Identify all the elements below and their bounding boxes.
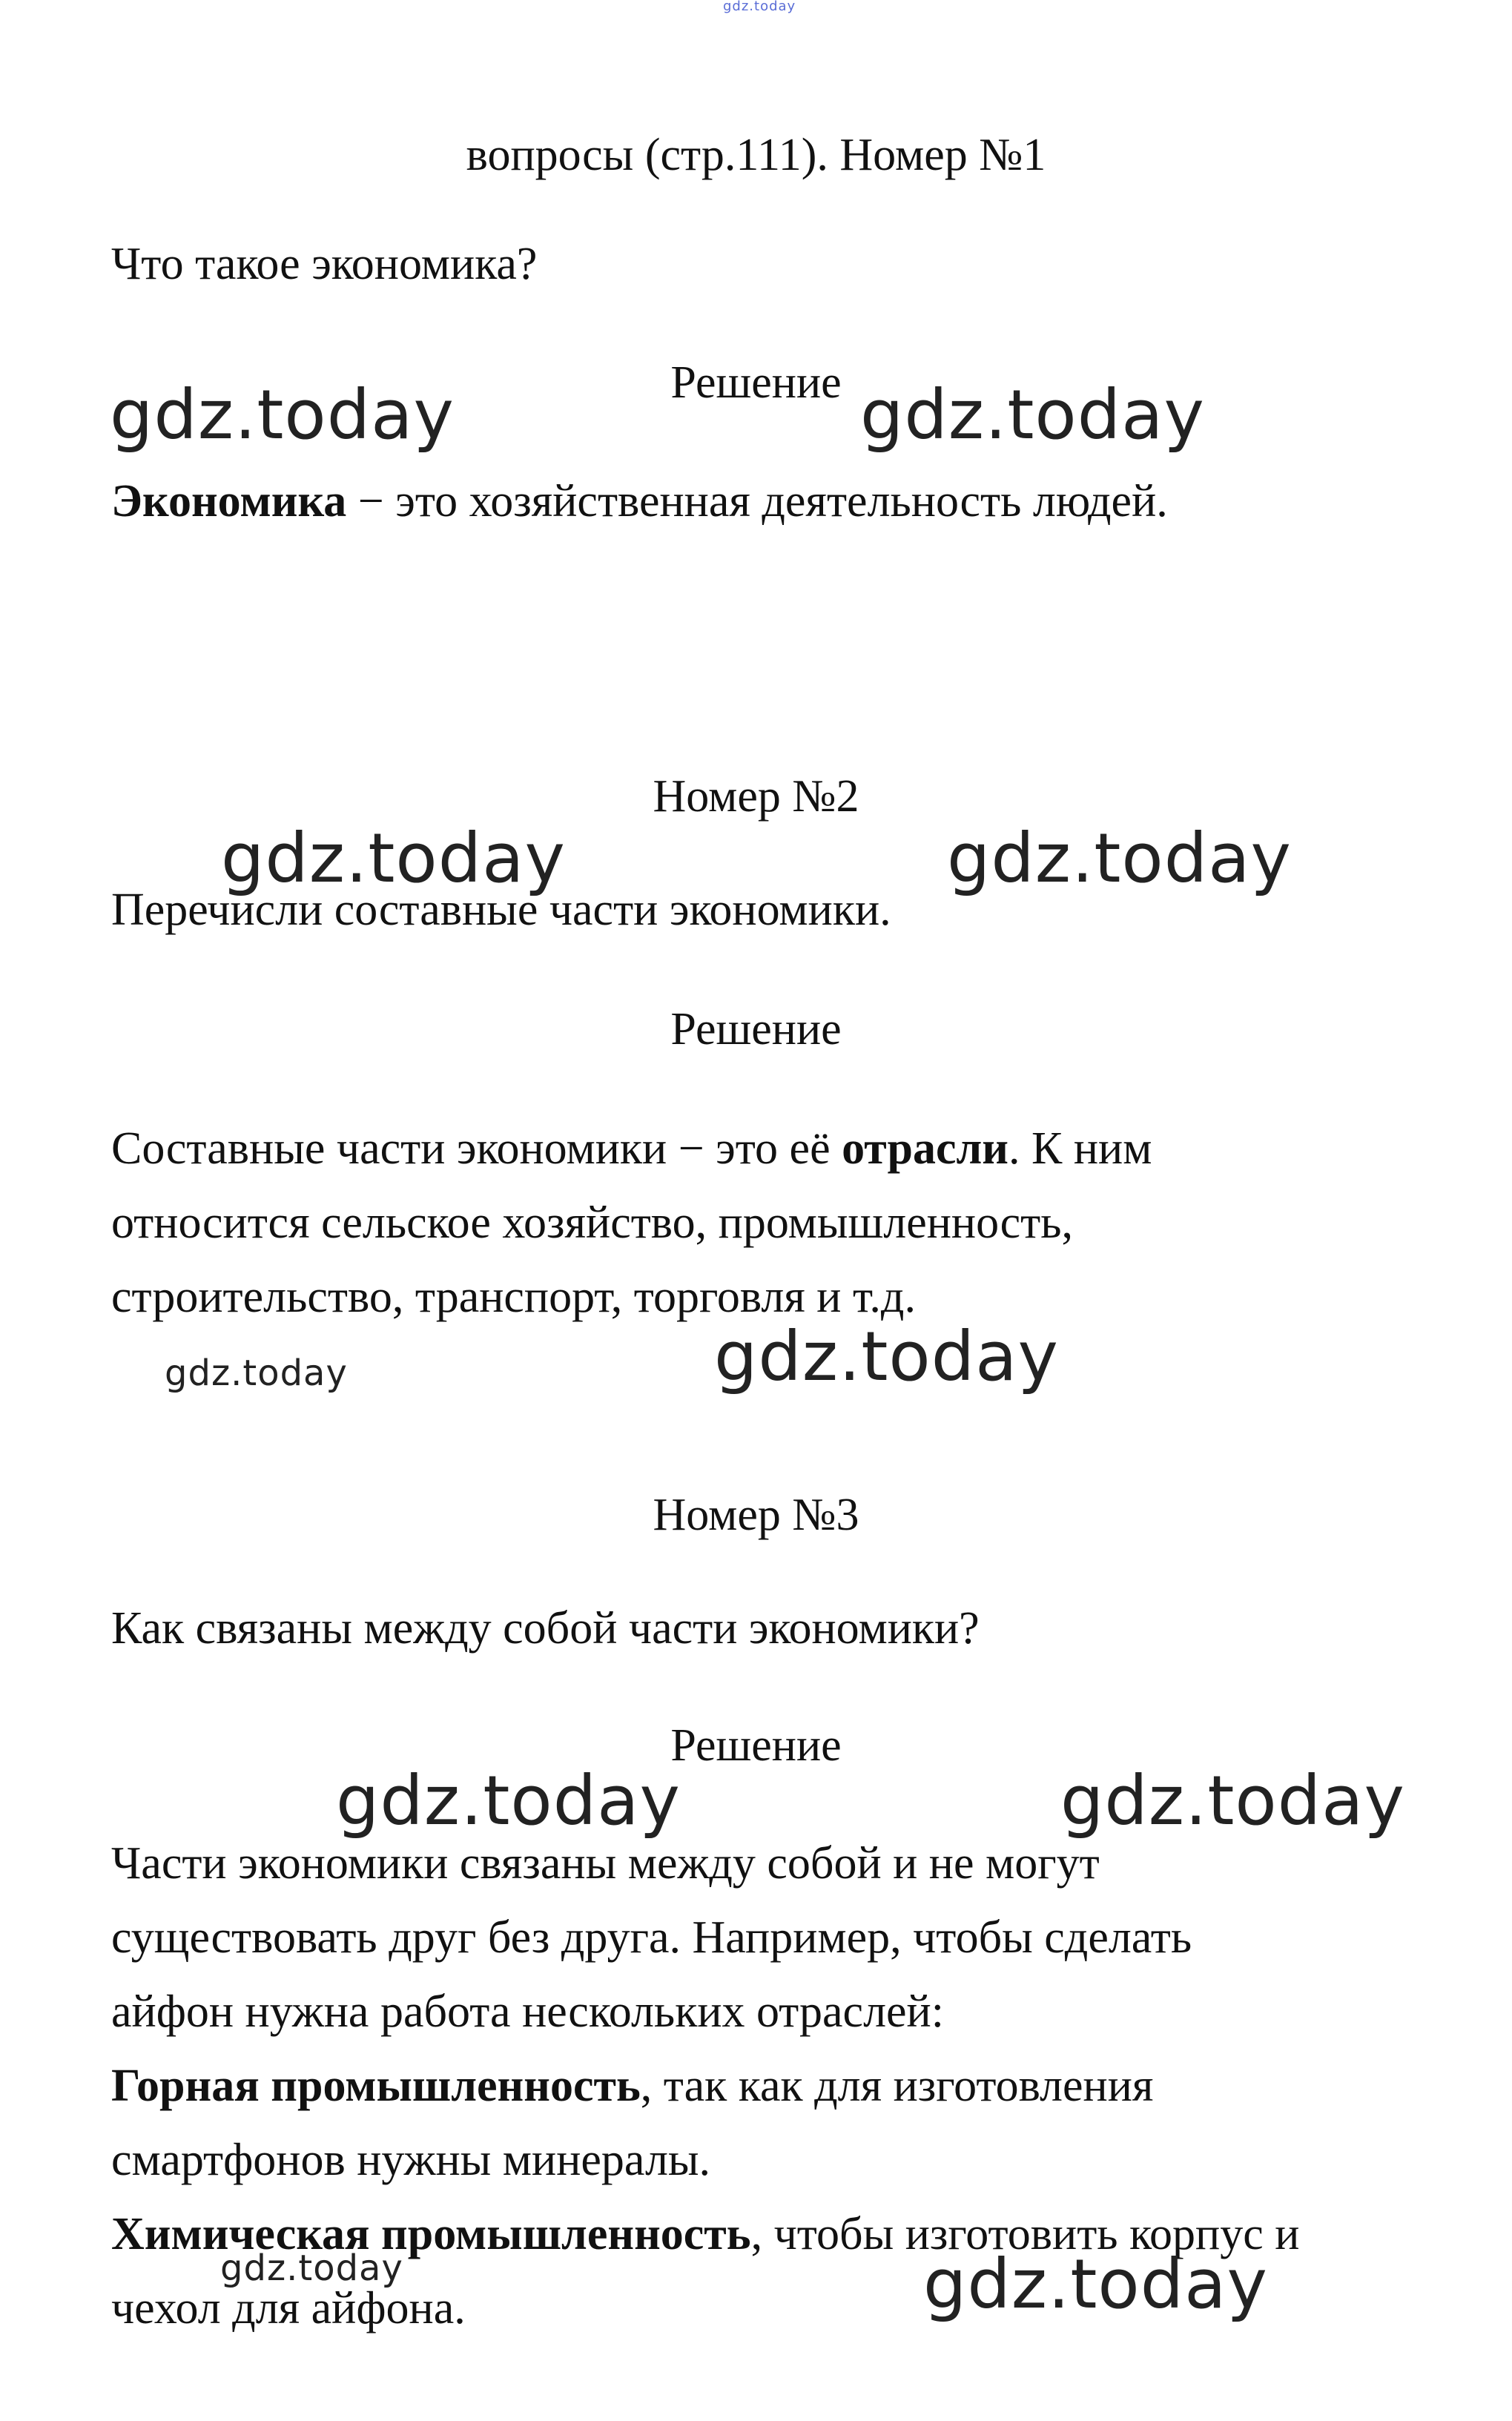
watermark-top: gdz.today <box>723 0 796 14</box>
answer-1-term: Экономика <box>111 476 347 526</box>
mining-term: Горная промышленность <box>111 2061 641 2111</box>
answer-2-term: отрасли <box>842 1123 1009 1174</box>
page-title: вопросы (стр.111). Номер №1 <box>466 130 1046 180</box>
chemical-line-2: чехол для айфона. <box>111 2283 466 2334</box>
solution-label-1: Решение <box>670 357 842 408</box>
solution-label-3: Решение <box>670 1720 842 1771</box>
mining-line-2: смартфонов нужны минералы. <box>111 2135 711 2185</box>
chemical-text: , чтобы изготовить корпус и <box>750 2209 1300 2259</box>
answer-1-text: − это хозяйственная деятельность людей. <box>346 476 1168 526</box>
answer-2-text-b: . К ним <box>1008 1123 1152 1174</box>
watermark-5: gdz.today <box>165 1352 348 1394</box>
watermark-4: gdz.today <box>947 819 1292 898</box>
mining-line-1 <box>111 2063 1153 2109</box>
chemical-line-1 <box>111 2211 1299 2257</box>
mining-text: , так как для изготовления <box>640 2061 1154 2111</box>
chemical-term: Химическая промышленность <box>111 2209 751 2259</box>
watermark-8: gdz.today <box>1060 1761 1405 1840</box>
question-1: Что такое экономика? <box>111 239 538 289</box>
question-3: Как связаны между собой части экономики? <box>111 1603 980 1654</box>
answer-2-line-2: относится сельское хозяйство, промышленность, <box>111 1198 1074 1248</box>
heading-3: Номер №3 <box>653 1490 859 1540</box>
watermark-6: gdz.today <box>714 1317 1059 1396</box>
heading-2: Номер №2 <box>653 771 859 822</box>
question-2: Перечисли составные части экономики. <box>111 885 891 935</box>
answer-2-line-1 <box>111 1123 1152 1174</box>
answer-3-line-1: Части экономики связаны между собой и не могут <box>111 1838 1100 1889</box>
answer-2-text-a: Составные части экономики − это её <box>111 1123 842 1174</box>
watermark-7: gdz.today <box>336 1761 681 1840</box>
watermark-1: gdz.today <box>110 375 455 455</box>
watermark-10: gdz.today <box>923 2245 1268 2324</box>
answer-3-line-2: существовать друг без друга. Например, чтобы сделать <box>111 1912 1192 1963</box>
answer-3-line-3: айфон нужна работа нескольких отраслей: <box>111 1986 944 2037</box>
watermark-2: gdz.today <box>860 375 1205 455</box>
watermark-3: gdz.today <box>221 819 566 898</box>
solution-label-2: Решение <box>670 1004 842 1054</box>
answer-1 <box>111 478 1168 524</box>
watermark-9: gdz.today <box>220 2247 403 2289</box>
answer-2-line-3: строительство, транспорт, торговля и т.д. <box>111 1272 916 1322</box>
